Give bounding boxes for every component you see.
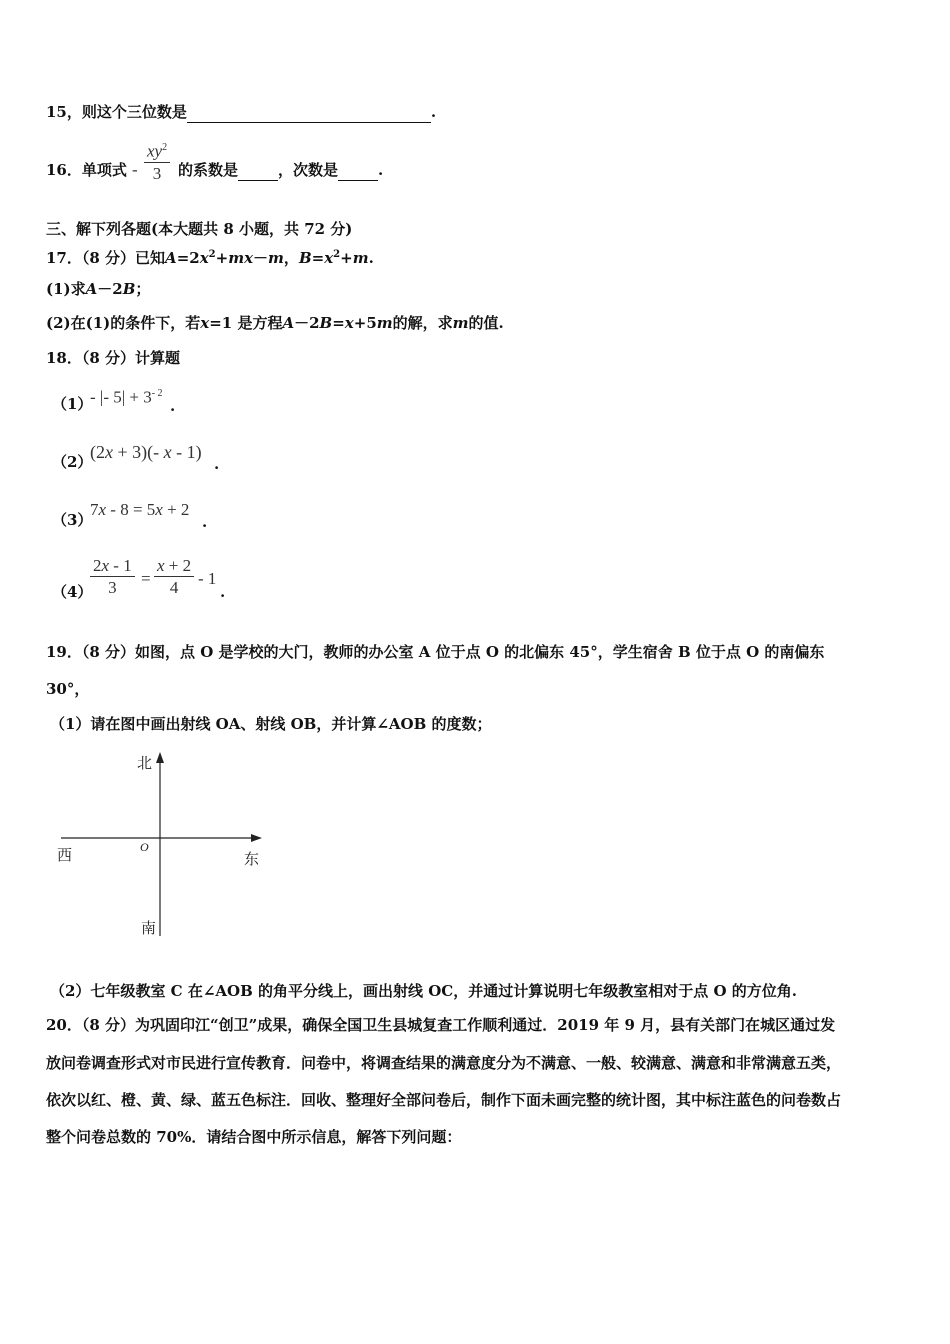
expr-var: x <box>105 442 113 462</box>
question-19-line1: 19．（8 分）如图，点 O 是学校的大门，教师的办公室 A 位于点 O 的北偏东 45°，学生宿舍 B 位于点 O 的南偏东 <box>46 643 825 661</box>
question-15 <box>46 102 436 123</box>
q17-var: m <box>352 249 369 267</box>
q17-text: + <box>340 249 353 267</box>
q18-item-label: （2） <box>52 453 93 471</box>
q17-text: =2 <box>176 249 200 267</box>
q16-fraction <box>144 138 170 185</box>
q17-text: ； <box>135 280 151 298</box>
q17-var: B <box>122 280 136 298</box>
q17-var: x <box>199 249 209 267</box>
question-17-part2 <box>46 313 504 333</box>
q16-prefix: 16．单项式 <box>46 161 127 179</box>
q18-period: . <box>170 397 176 415</box>
q17-text: = <box>311 249 325 267</box>
q18-fraction-right <box>154 556 194 599</box>
west-label: 西 <box>57 846 73 864</box>
answer-blank[interactable] <box>187 102 431 123</box>
q17-text: . <box>368 249 374 267</box>
q18-period: . <box>202 513 208 531</box>
q17-p2-text: (2)在(1)的条件下，若 <box>46 314 201 332</box>
question-20-line2: 放问卷调查形式对市民进行宣传教育．问卷中，将调查结果的满意度分为不满意、一般、较满意、满意和非常满意五类， <box>46 1054 842 1072</box>
q17-text: －2 <box>294 314 320 332</box>
q18-item-label: （3） <box>52 511 93 529</box>
expr-text: + 2 <box>162 500 190 519</box>
expr-text: - 1 <box>109 556 132 575</box>
expr-text: + 3)(- <box>113 442 164 462</box>
q17-text: = <box>332 314 345 332</box>
q17-var: m <box>268 249 284 267</box>
question-19-part2: （2）七年级教室 C 在∠AOB 的角平分线上，画出射线 OC，并通过计算说明七年级教室相对于点 O 的方位角. <box>50 982 797 1000</box>
q16-neg-sign: - <box>132 160 138 179</box>
expr-var: x <box>155 500 163 519</box>
q15-period: . <box>430 103 437 121</box>
south-label: 南 <box>141 919 157 937</box>
section-3-title: 三、解下列各题(本大题共 8 小题，共 72 分) <box>46 220 353 238</box>
q17-text: +5 <box>353 314 377 332</box>
question-20-line4: 整个问卷总数的 70%．请结合图中所示信息，解答下列问题： <box>46 1128 462 1146</box>
east-arrowhead <box>251 834 262 842</box>
q17-var: m <box>452 314 469 332</box>
q17-text: －2 <box>97 280 123 298</box>
q17-text: ， <box>283 249 299 267</box>
expr-text: - |- 5| + 3 <box>90 387 152 407</box>
q18-expr-1 <box>90 384 163 408</box>
q16-exponent: 2 <box>162 142 168 153</box>
q17-text: 的值. <box>468 314 504 332</box>
question-20-line3: 依次以红、橙、黄、绿、蓝五色标注．回收、整理好全部问卷后，制作下面未画完整的统计图，其中标注蓝色的问卷数占 <box>46 1091 842 1109</box>
north-label: 北 <box>137 754 153 772</box>
expr-tail: - 1 <box>198 569 217 588</box>
q18-period: . <box>214 455 220 473</box>
origin-label: O <box>140 840 149 854</box>
q17-var: B <box>319 314 333 332</box>
q17-text: 的解，求 <box>392 314 453 332</box>
q17-text: =1 是方程 <box>209 314 283 332</box>
q16-denominator: 3 <box>152 163 162 183</box>
q17-var: mx <box>228 249 254 267</box>
north-arrowhead <box>156 752 164 763</box>
q17-text: + <box>215 249 229 267</box>
expr-exp: - 2 <box>151 388 163 399</box>
q17-head: 17．（8 分）已知 <box>46 249 166 267</box>
expr-var: x <box>163 442 172 462</box>
expr-text: 2 <box>93 556 102 575</box>
q17-var: A <box>282 314 295 332</box>
question-19-part1: （1）请在图中画出射线 OA、射线 OB，并计算∠AOB 的度数； <box>50 715 492 733</box>
q17-var: A <box>165 249 177 267</box>
q18-item-label: （4） <box>52 583 93 601</box>
q18-period: . <box>220 583 226 601</box>
expr-text: - 8 = 5 <box>106 500 156 519</box>
question-18-head: 18．（8 分）计算题 <box>46 349 181 367</box>
expr-den: 4 <box>169 578 179 597</box>
q17-var: x <box>344 314 354 332</box>
q17-p1-text: (1)求 <box>46 280 86 298</box>
q18-expr-2 <box>90 442 202 462</box>
q18-item-label: （1） <box>52 395 93 413</box>
q17-text: － <box>253 249 269 267</box>
expr-text: 7 <box>90 500 99 519</box>
expr-var: x <box>101 556 110 575</box>
q16-period: . <box>378 161 384 179</box>
equals-sign: = <box>141 569 151 588</box>
east-label: 东 <box>244 850 260 868</box>
question-17-head <box>46 245 374 268</box>
expr-text: (2 <box>90 442 105 462</box>
expr-den: 3 <box>108 578 117 597</box>
compass-diagram <box>55 748 270 943</box>
q18-fraction-left <box>90 556 135 599</box>
expr-var: x <box>157 556 165 575</box>
q17-exp: 2 <box>208 249 216 260</box>
question-19-line2: 30°， <box>46 680 90 698</box>
degree-blank[interactable] <box>338 160 378 181</box>
q18-expr-3 <box>90 500 189 520</box>
q17-var: x <box>324 249 334 267</box>
coefficient-blank[interactable] <box>238 160 278 181</box>
expr-var: x <box>98 500 107 519</box>
q17-var: x <box>200 314 210 332</box>
expr-text: - 1) <box>171 442 202 462</box>
q15-text: 15，则这个三位数是 <box>46 103 187 121</box>
expr-text: + 2 <box>164 556 192 575</box>
q17-var: A <box>85 280 98 298</box>
question-17-part1 <box>46 279 150 299</box>
q16-coef-label: 的系数是 <box>178 161 239 179</box>
q17-exp: 2 <box>333 249 341 260</box>
q16-degree-label: ，次数是 <box>278 161 339 179</box>
question-20-line1: 20．（8 分）为巩固印江“创卫”成果，确保全国卫生县城复查工作顺利通过．2019 年 9 月，县有关部门在城区通过发 <box>46 1016 836 1034</box>
q16-rest <box>178 160 383 181</box>
q17-var: m <box>376 314 393 332</box>
q16-numerator: xy <box>147 141 163 161</box>
q17-var: B <box>298 249 312 267</box>
